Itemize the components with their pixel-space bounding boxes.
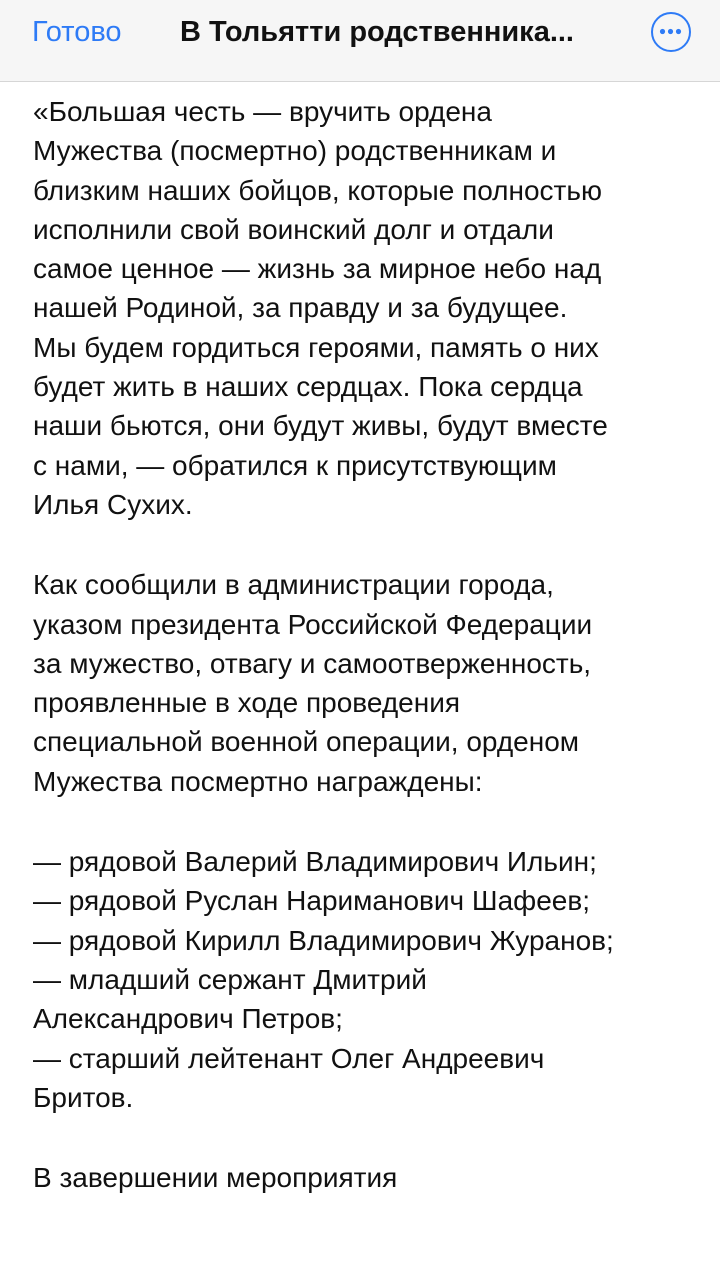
text-line: указом президента Российской Федерации bbox=[33, 608, 593, 640]
text-line: наши бьются, они будут живы, будут вместе bbox=[33, 410, 608, 442]
ellipsis-circle-icon bbox=[653, 14, 688, 49]
text-line: самое ценное — жизнь за мирное небо над bbox=[33, 253, 602, 285]
text-line: нашей Родиной, за правду и за будущее. bbox=[33, 292, 568, 324]
text-line: будет жить в наших сердцах. Пока сердца bbox=[33, 371, 583, 403]
text-line: близким наших бойцов, которые полностью bbox=[33, 174, 602, 206]
text-line: с нами, — обратился к присутствующим bbox=[33, 449, 557, 481]
text-line: проявленные в ходе проведения bbox=[33, 687, 460, 719]
list-item: — старший лейтенант Олег Андреевич bbox=[33, 1042, 545, 1074]
awardees-list bbox=[33, 842, 703, 1117]
text-line: В завершении мероприятия bbox=[33, 1162, 398, 1194]
article-paragraph bbox=[33, 565, 703, 801]
list-item: — рядовой Валерий Владимирович Ильин; bbox=[33, 846, 597, 878]
done-button[interactable]: Готово bbox=[32, 16, 122, 48]
article-paragraph bbox=[33, 92, 703, 524]
more-options-button[interactable] bbox=[651, 12, 691, 52]
text-line: Как сообщили в администрации города, bbox=[33, 569, 554, 601]
text-line: исполнили свой воинский долг и отдали bbox=[33, 213, 554, 245]
list-item: Бритов. bbox=[33, 1081, 134, 1113]
text-line: Илья Сухих. bbox=[33, 488, 193, 520]
list-item: Александрович Петров; bbox=[33, 1003, 343, 1035]
article-body bbox=[33, 92, 703, 1197]
page-title: В Тольятти родственника... bbox=[180, 16, 574, 48]
article-paragraph bbox=[33, 1158, 703, 1197]
navigation-bar bbox=[0, 0, 720, 82]
text-line: «Большая честь — вручить ордена bbox=[33, 96, 492, 127]
text-line: Мужества посмертно награждены: bbox=[33, 765, 483, 797]
list-item: — рядовой Кирилл Владимирович Журанов; bbox=[33, 924, 614, 956]
text-line: Мужества (посмертно) родственникам и bbox=[33, 135, 557, 167]
list-item: — младший сержант Дмитрий bbox=[33, 963, 427, 995]
text-line: Мы будем гордиться героями, память о них bbox=[33, 331, 599, 363]
list-item: — рядовой Руслан Нариманович Шафеев; bbox=[33, 885, 590, 917]
text-line: специальной военной операции, орденом bbox=[33, 726, 580, 758]
text-line: за мужество, отвагу и самоотверженность, bbox=[33, 647, 592, 679]
